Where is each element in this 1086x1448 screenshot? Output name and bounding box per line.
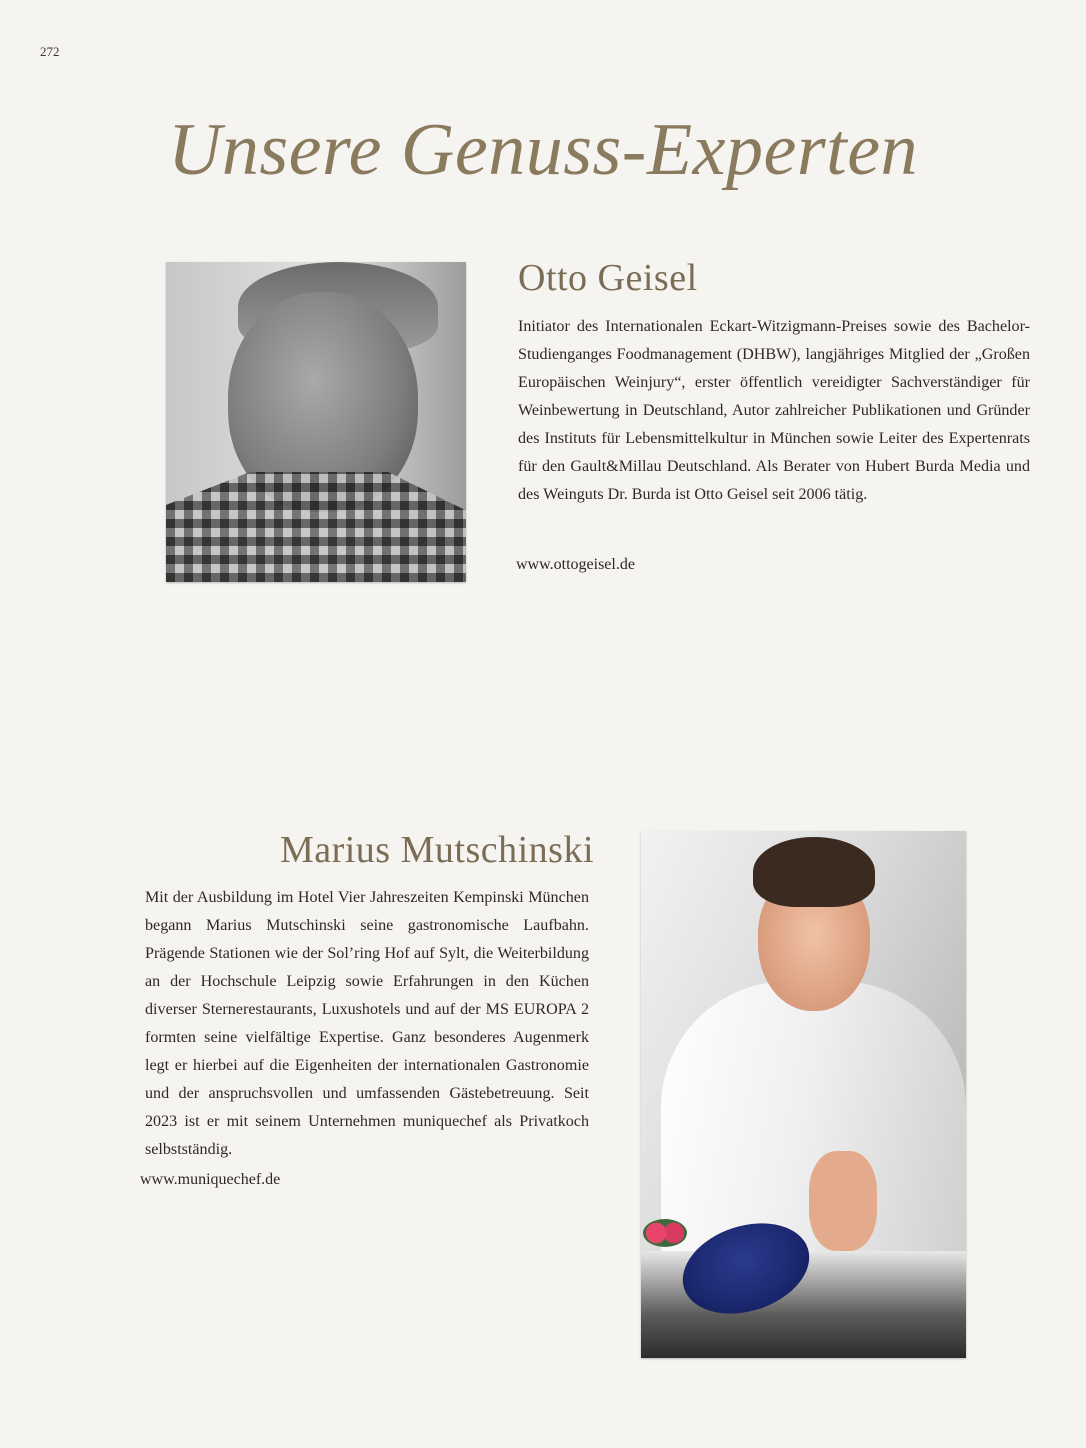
page-title: Unsere Genuss-Experten [167, 109, 919, 191]
page-number: 272 [40, 44, 60, 59]
website-link-otto-geisel[interactable]: www.ottogeisel.de [516, 556, 635, 573]
expert-bio-otto-geisel: Initiator des Internationalen Eckart-Witzigmann-Preises sowie des Bachelor-Studienganges Foodmanagement (DHBW), langjähriges Mitglied der „Großen Europäischen Weinjury“, erster öffentlich vereidigter Sachverständiger für Weinbewertung in Deutschland, Autor zahlreicher Publikationen und Gründer des Instituts für Lebensmittelkultur in München sowie Leiter des Expertenrats für den Gault&Millau Deutschland. Als Berater von Hubert Burda Media und des Weinguts Dr. Burda ist Otto Geisel seit 2006 tätig. [518, 318, 1030, 503]
otto-geisel-photo [166, 262, 466, 582]
expert-name-otto-geisel: Otto Geisel [518, 257, 698, 299]
marius-mutschinski-photo [641, 831, 966, 1358]
expert-name-marius-mutschinski: Marius Mutschinski [279, 829, 594, 871]
website-link-marius-mutschinski[interactable]: www.muniquechef.de [140, 1171, 281, 1188]
expert-bio-marius-mutschinski: Mit der Ausbildung im Hotel Vier Jahreszeiten Kempinski München begann Marius Mutschinski seine gastronomische Laufbahn. Prägende Stationen wie der Sol’ring Hof auf Sylt, die Weiterbildung an der Hochschule Leipzig sowie Erfahrungen in den Küchen diverser Sternerestaurants, Luxushotels und auf der MS EUROPA 2 formten seine vielfältige Expertise. Ganz besonderes Augenmerk legt er hierbei auf die Eigenheiten der internationalen Gastronomie und der anspruchsvollen und umfassenden Gästebetreuung. Seit 2023 ist er mit seinem Unternehmen muniquechef als Privatkoch selbstständig. [145, 889, 589, 1158]
